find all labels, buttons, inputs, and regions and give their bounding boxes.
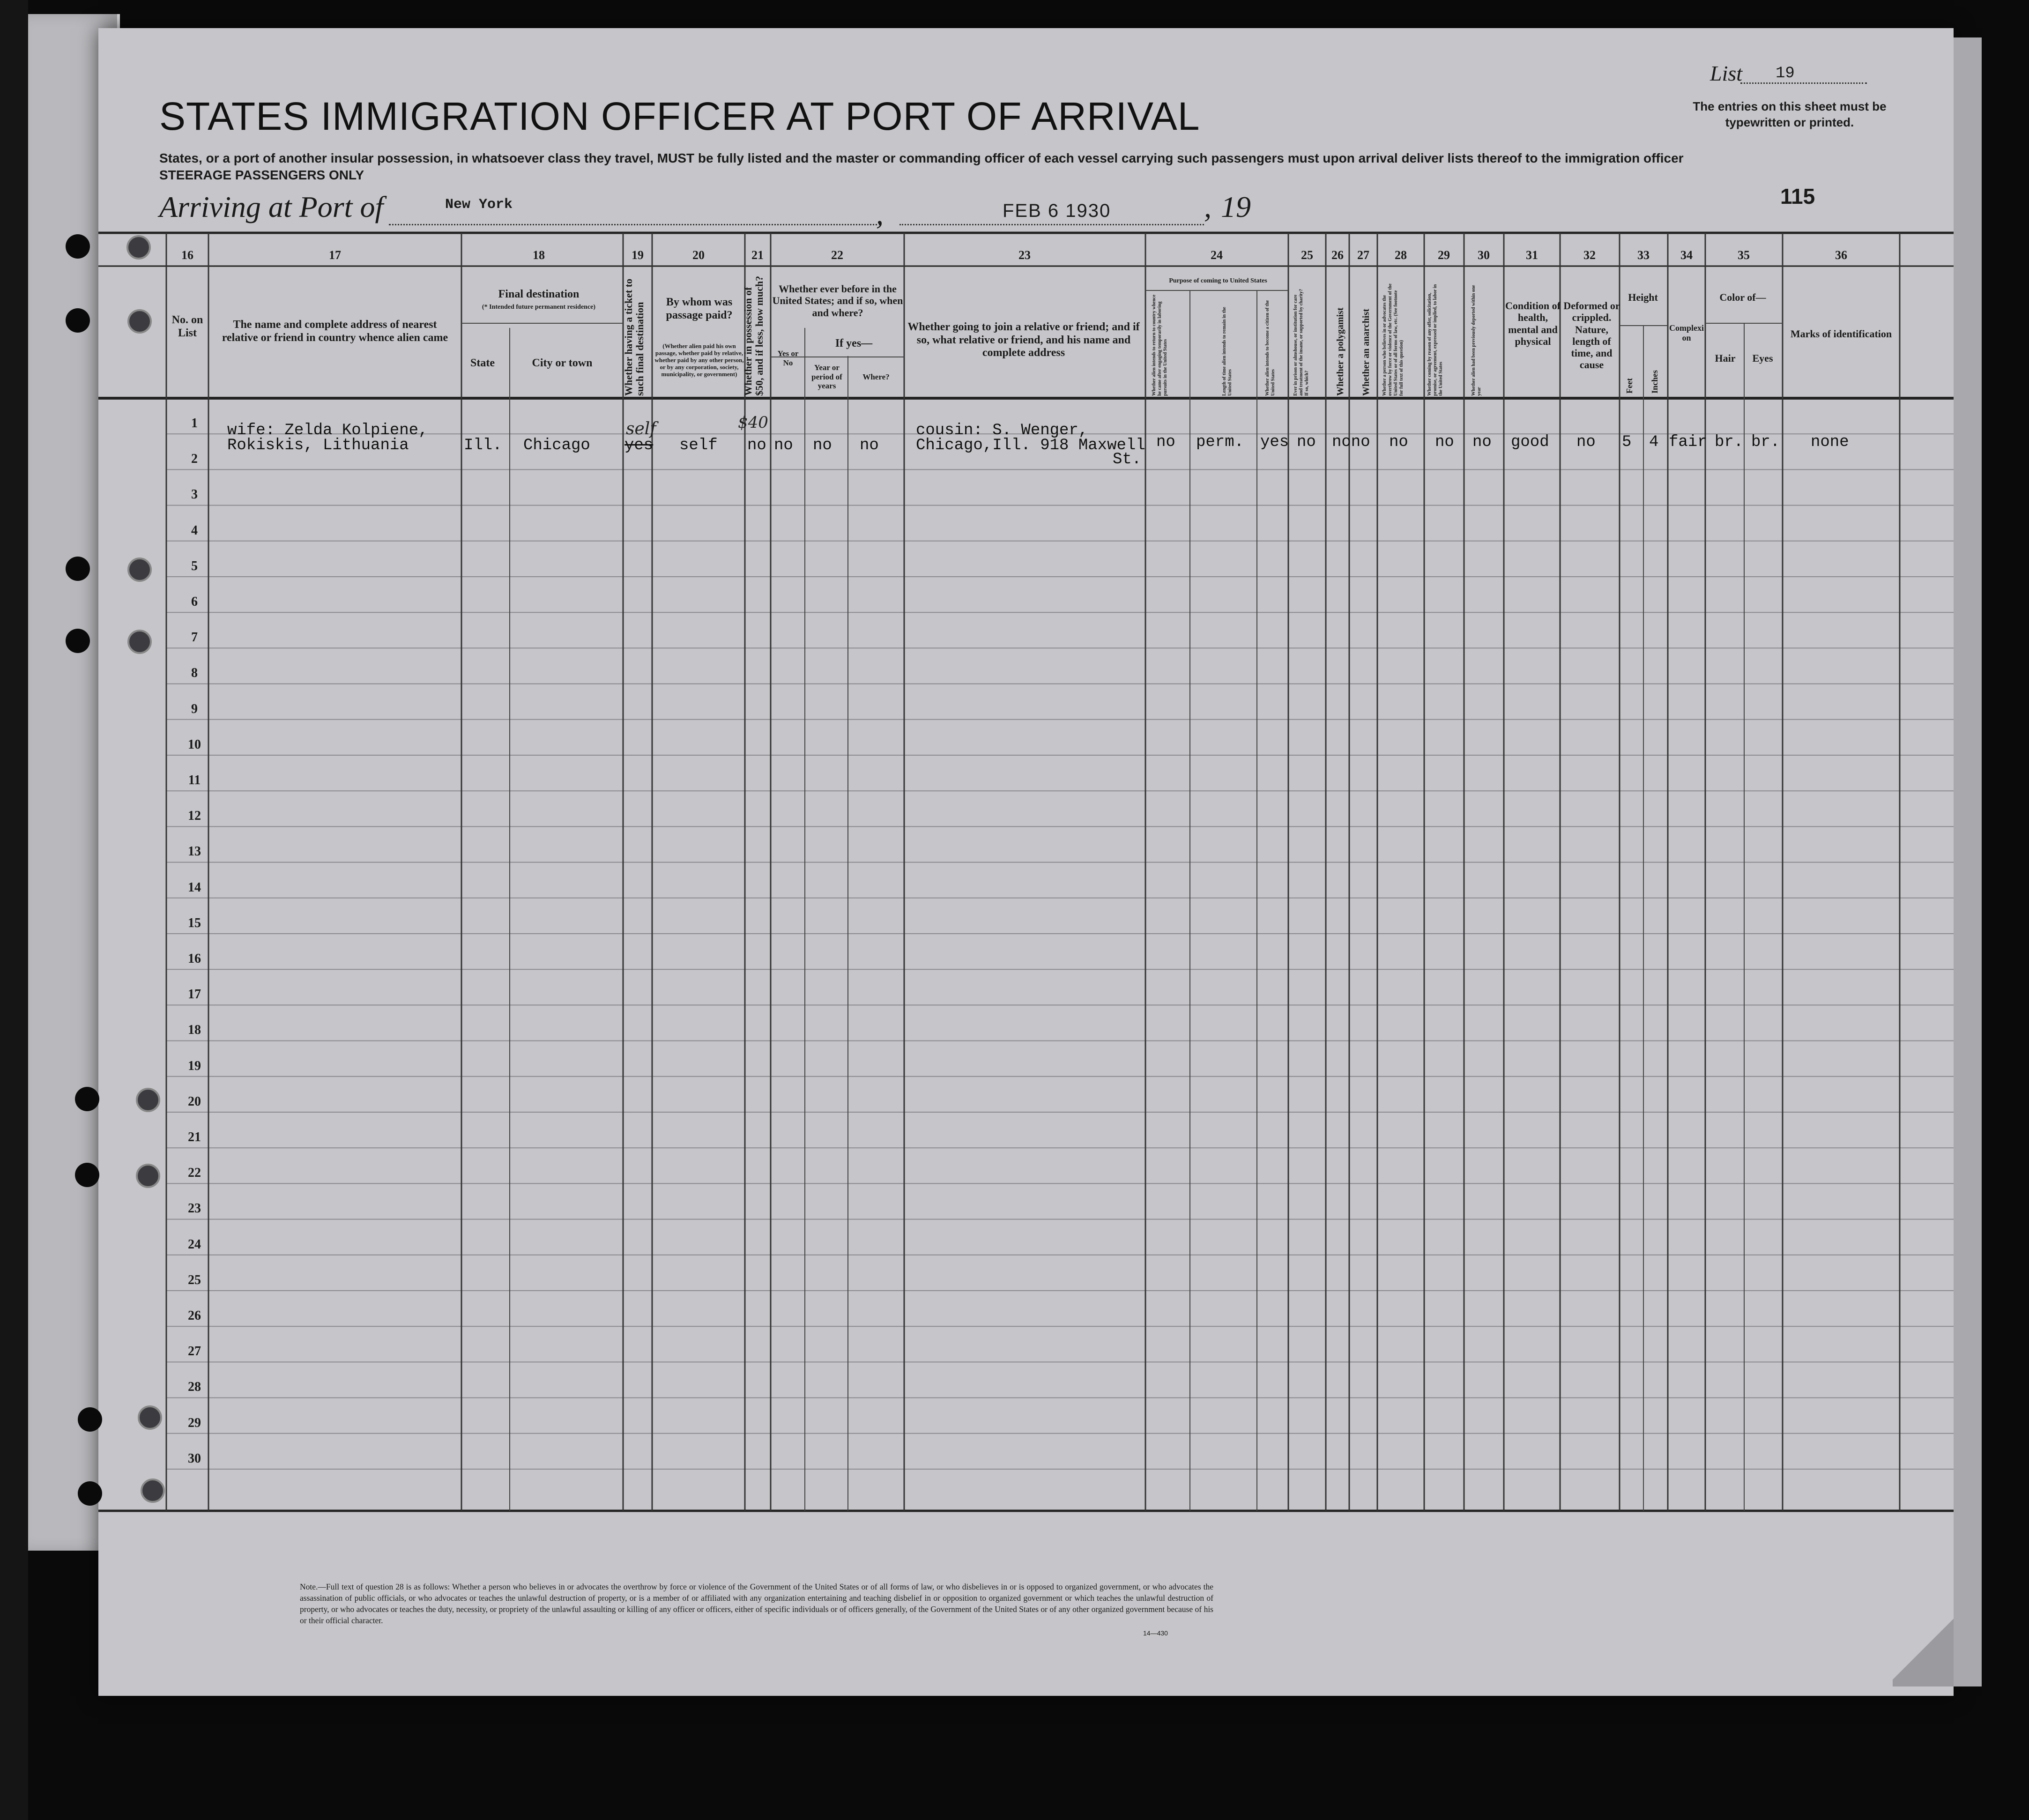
relative-name: wife: Zelda Kolpiene,	[227, 422, 428, 439]
punch-hole	[136, 1164, 160, 1188]
column-number: 29	[1438, 248, 1450, 262]
col21-header: Whether in possession of $50, and if less, how much?	[742, 275, 765, 396]
joining-street: St.	[1113, 451, 1142, 468]
row-number: 15	[188, 915, 201, 930]
row-number: 4	[191, 523, 198, 538]
column-number: 20	[692, 248, 705, 262]
punch-hole	[78, 1407, 102, 1432]
row-number: 13	[188, 844, 201, 859]
row-number: 2	[191, 452, 198, 467]
column-number: 30	[1478, 248, 1490, 262]
column-number: 18	[533, 248, 545, 262]
row-number: 19	[188, 1058, 201, 1073]
deformed: no	[1576, 433, 1596, 451]
instructions	[159, 150, 1684, 184]
col17-header: The name and complete address of nearest relative or friend in country whence alien came	[222, 319, 448, 344]
ticket-value: yes	[624, 437, 654, 454]
question-28: no	[1389, 433, 1408, 451]
complexion: fair	[1669, 433, 1707, 451]
row-number: 27	[188, 1344, 201, 1359]
punch-hole	[127, 309, 152, 334]
row-number: 16	[188, 951, 201, 966]
polygamist-anarchist: nono	[1332, 433, 1370, 451]
column-number: 25	[1301, 248, 1313, 262]
punch-hole	[126, 235, 151, 260]
col20-header: By whom was passage paid?	[666, 296, 733, 321]
length-of-stay: perm.	[1196, 433, 1244, 451]
column-number: 32	[1583, 248, 1596, 262]
col36-header: Marks of identification	[1790, 328, 1892, 340]
year-prefix-text: 19	[1221, 190, 1251, 223]
col19-header: Whether having a ticket to such final destination	[623, 278, 646, 396]
list-number: 19	[1776, 65, 1795, 82]
row-number: 14	[188, 880, 201, 895]
punch-hole	[127, 630, 152, 654]
row-number: 30	[188, 1451, 201, 1466]
row-number: 17	[188, 987, 201, 1002]
col29-header: Whether coming by reason of any offer, solicitation, promise, or agreement, expressed or implied, to labor in the United States	[1427, 284, 1443, 396]
page-fold-right	[1954, 37, 1982, 1686]
manifest-page	[98, 28, 1954, 1696]
row-number: 5	[191, 558, 198, 573]
instructions-line: States, or a port of another insular possession, in whatsoever class they travel, MUST be fully listed and the master or commanding officer of each vessel carrying such passengers must upon arrival deliver lists thereof to the immigration officer	[159, 151, 1684, 165]
row-number: 23	[188, 1201, 201, 1216]
row-number: 29	[188, 1415, 201, 1430]
list-underline	[1740, 82, 1867, 84]
row-number: 9	[191, 701, 198, 716]
punch-hole	[75, 1087, 99, 1111]
prison-record: no	[1297, 433, 1316, 451]
punch-hole	[136, 1088, 160, 1112]
arriving-label: Arriving at Port of	[159, 190, 384, 223]
col33-header: Height	[1628, 291, 1658, 303]
separator-comma: ,	[876, 197, 884, 230]
punch-hole	[66, 629, 90, 653]
col30-header: Whether alien had been previously deported within one year	[1471, 285, 1482, 396]
arrival-date-stamp: FEB 6 1930	[1003, 201, 1111, 221]
col35-eyes-header: Eyes	[1752, 352, 1773, 364]
eye-color: br.	[1751, 433, 1780, 451]
col31-header: Condition of health, mental and physical	[1505, 300, 1561, 347]
row-number: 18	[188, 1023, 201, 1038]
column-number: 34	[1680, 248, 1693, 262]
money-handwritten: $40	[738, 413, 768, 432]
question-29: no	[1435, 433, 1454, 451]
punch-hole	[138, 1405, 162, 1430]
col22-year-header: Year or period of years	[811, 363, 842, 391]
punch-hole	[66, 557, 90, 581]
col22-ifyes-header: If yes—	[835, 337, 873, 349]
column-number: 22	[831, 248, 843, 262]
port-underline	[389, 224, 881, 225]
punch-hole	[127, 557, 152, 582]
form-number: 14—430	[1143, 1629, 1168, 1637]
col35-hair-header: Hair	[1715, 352, 1736, 364]
sheet-number: 115	[1780, 184, 1815, 208]
col32-header: Deformed or crippled. Nature, length of time, and cause	[1563, 300, 1620, 371]
col24-header: Purpose of coming to United States	[1169, 277, 1267, 284]
port-of-arrival: New York	[445, 197, 513, 213]
col34-header: Complexion	[1669, 323, 1704, 342]
column-number: 26	[1331, 248, 1344, 262]
col18-city-header: City or town	[532, 357, 593, 369]
col35-header: Color of—	[1719, 291, 1766, 303]
col24-citizen-header: Whether alien intends to become a citizen of the United States	[1265, 300, 1276, 396]
col24-length-header: Length of time alien intends to remain in the United States	[1222, 307, 1233, 396]
list-label: List	[1710, 61, 1743, 85]
column-number: 19	[632, 248, 644, 262]
col33-feet-header: Feet	[1625, 378, 1634, 394]
col18-state-header: State	[470, 357, 495, 369]
identification-marks: none	[1811, 433, 1849, 451]
column-number: 21	[751, 248, 764, 262]
intends-return: no	[1156, 433, 1175, 451]
health-condition: good	[1511, 433, 1549, 451]
col23-header: Whether going to join a relative or friend; and if so, what relative or friend, and his name and complete address	[907, 321, 1140, 359]
column-number: 23	[1018, 248, 1031, 262]
column-number: 31	[1526, 248, 1538, 262]
instructions-class: STEERAGE PASSENGERS ONLY	[159, 168, 364, 182]
column-number: 36	[1835, 248, 1847, 262]
punch-hole	[66, 308, 90, 333]
col18-note: (* Intended future permanent residence)	[482, 304, 596, 311]
joining-relative: cousin: S. Wenger,	[916, 422, 1088, 439]
row-number: 24	[188, 1237, 201, 1252]
col20-note: (Whether alien paid his own passage, whether paid by relative, whether paid by any other person, or by any corporation, society, municipality, or government)	[654, 342, 744, 378]
folded-corner	[1893, 1612, 1954, 1686]
row-number: 22	[188, 1166, 201, 1181]
row-number: 20	[188, 1094, 201, 1109]
where-in-us: no	[860, 437, 879, 454]
col25-header: Ever in prison or almshouse, or institution for care and treatment of the insane, or supported by charity? If so, which?	[1293, 289, 1309, 396]
col22-yesno-header: Yes or No	[777, 349, 799, 367]
row-number: 3	[191, 487, 198, 502]
col33-inches-header: Inches	[1650, 370, 1659, 394]
row-number: 12	[188, 809, 201, 824]
col22-where-header: Where?	[862, 372, 890, 381]
row-number: 7	[191, 630, 198, 645]
col24-return-header: Whether alien intends to return to country whence he came after engaging temporarily in laboring pursuits in the United States	[1152, 294, 1168, 396]
punch-hole	[66, 234, 90, 259]
row-number: 28	[188, 1380, 201, 1395]
date-underline	[899, 224, 1204, 225]
col16-header: No. on List	[171, 314, 203, 339]
joining-address: Chicago,Ill. 918 Maxwell	[916, 437, 1145, 454]
col22-header: Whether ever before in the United States; and if so, when and where?	[772, 283, 903, 319]
dest-city: Chicago	[523, 437, 590, 454]
scan-left-edge	[0, 0, 28, 1820]
year-prefix: , 19	[1204, 190, 1251, 223]
footnote-question-28: Note.—Full text of question 28 is as follows: Whether a person who believes in or advocates the overthrow by force or violence of the Government of the United States or of all forms of law, or who disbelieves in or is opposed to organized government, or who advocates the assassination of public officials, or who advocates or teaches the unlawful destruction of property, or is a member of or affiliated with any organization entertaining and teaching disbelief in or opposition to organized government or which teaches the unlawful destruction of property, or who advocates or teaches the duty, necessity, or propriety of the unlawful assaulting or killing of any officer or officers, either of specific individuals or of officers generally, of the Government of the United States or of any other organized government because of his or their official character.	[300, 1582, 1213, 1625]
ticket-handwritten: self	[626, 419, 656, 438]
question-30: no	[1472, 433, 1492, 451]
ever-before-us: no	[774, 437, 793, 454]
money-possession: no	[747, 437, 766, 454]
column-number: 28	[1395, 248, 1407, 262]
column-number: 35	[1738, 248, 1750, 262]
page-title: STATES IMMIGRATION OFFICER AT PORT OF ARRIVAL	[159, 94, 1200, 138]
col28-header: Whether a person who believes in or advocates the overthrow by force or violence of the Government of the United States or of all forms of law, etc. (See footnote for full text of this question)	[1382, 283, 1404, 396]
column-number: 17	[329, 248, 341, 262]
row-number: 26	[188, 1308, 201, 1323]
column-number: 33	[1637, 248, 1650, 262]
row-number: 6	[191, 594, 198, 609]
row-number: 25	[188, 1272, 201, 1287]
column-number: 16	[181, 248, 193, 262]
punch-hole	[75, 1163, 99, 1187]
punch-hole	[78, 1481, 102, 1506]
row-number: 1	[191, 416, 198, 431]
punch-hole	[141, 1478, 165, 1503]
row-number: 10	[188, 737, 201, 752]
col26-header: Whether a polygamist	[1335, 307, 1345, 396]
row-number: 11	[188, 773, 201, 787]
column-number: 27	[1357, 248, 1369, 262]
height-feet: 5	[1622, 433, 1632, 451]
col27-header: Whether an anarchist	[1361, 309, 1371, 396]
typewritten-note: The entries on this sheet must be typewritten or printed.	[1693, 99, 1887, 129]
row-number: 8	[191, 666, 198, 681]
col18-header: Final destination	[498, 288, 580, 300]
hair-color: br.	[1715, 433, 1744, 451]
years-in-us: no	[813, 437, 832, 454]
passage-paid-by: self	[679, 437, 718, 454]
column-number: 24	[1211, 248, 1223, 262]
intends-citizen: yes	[1260, 433, 1289, 451]
height-inches: 4	[1649, 433, 1659, 451]
relative-address: Rokiskis, Lithuania	[227, 437, 409, 454]
dest-state: Ill.	[464, 437, 502, 454]
row-number: 21	[188, 1130, 201, 1144]
